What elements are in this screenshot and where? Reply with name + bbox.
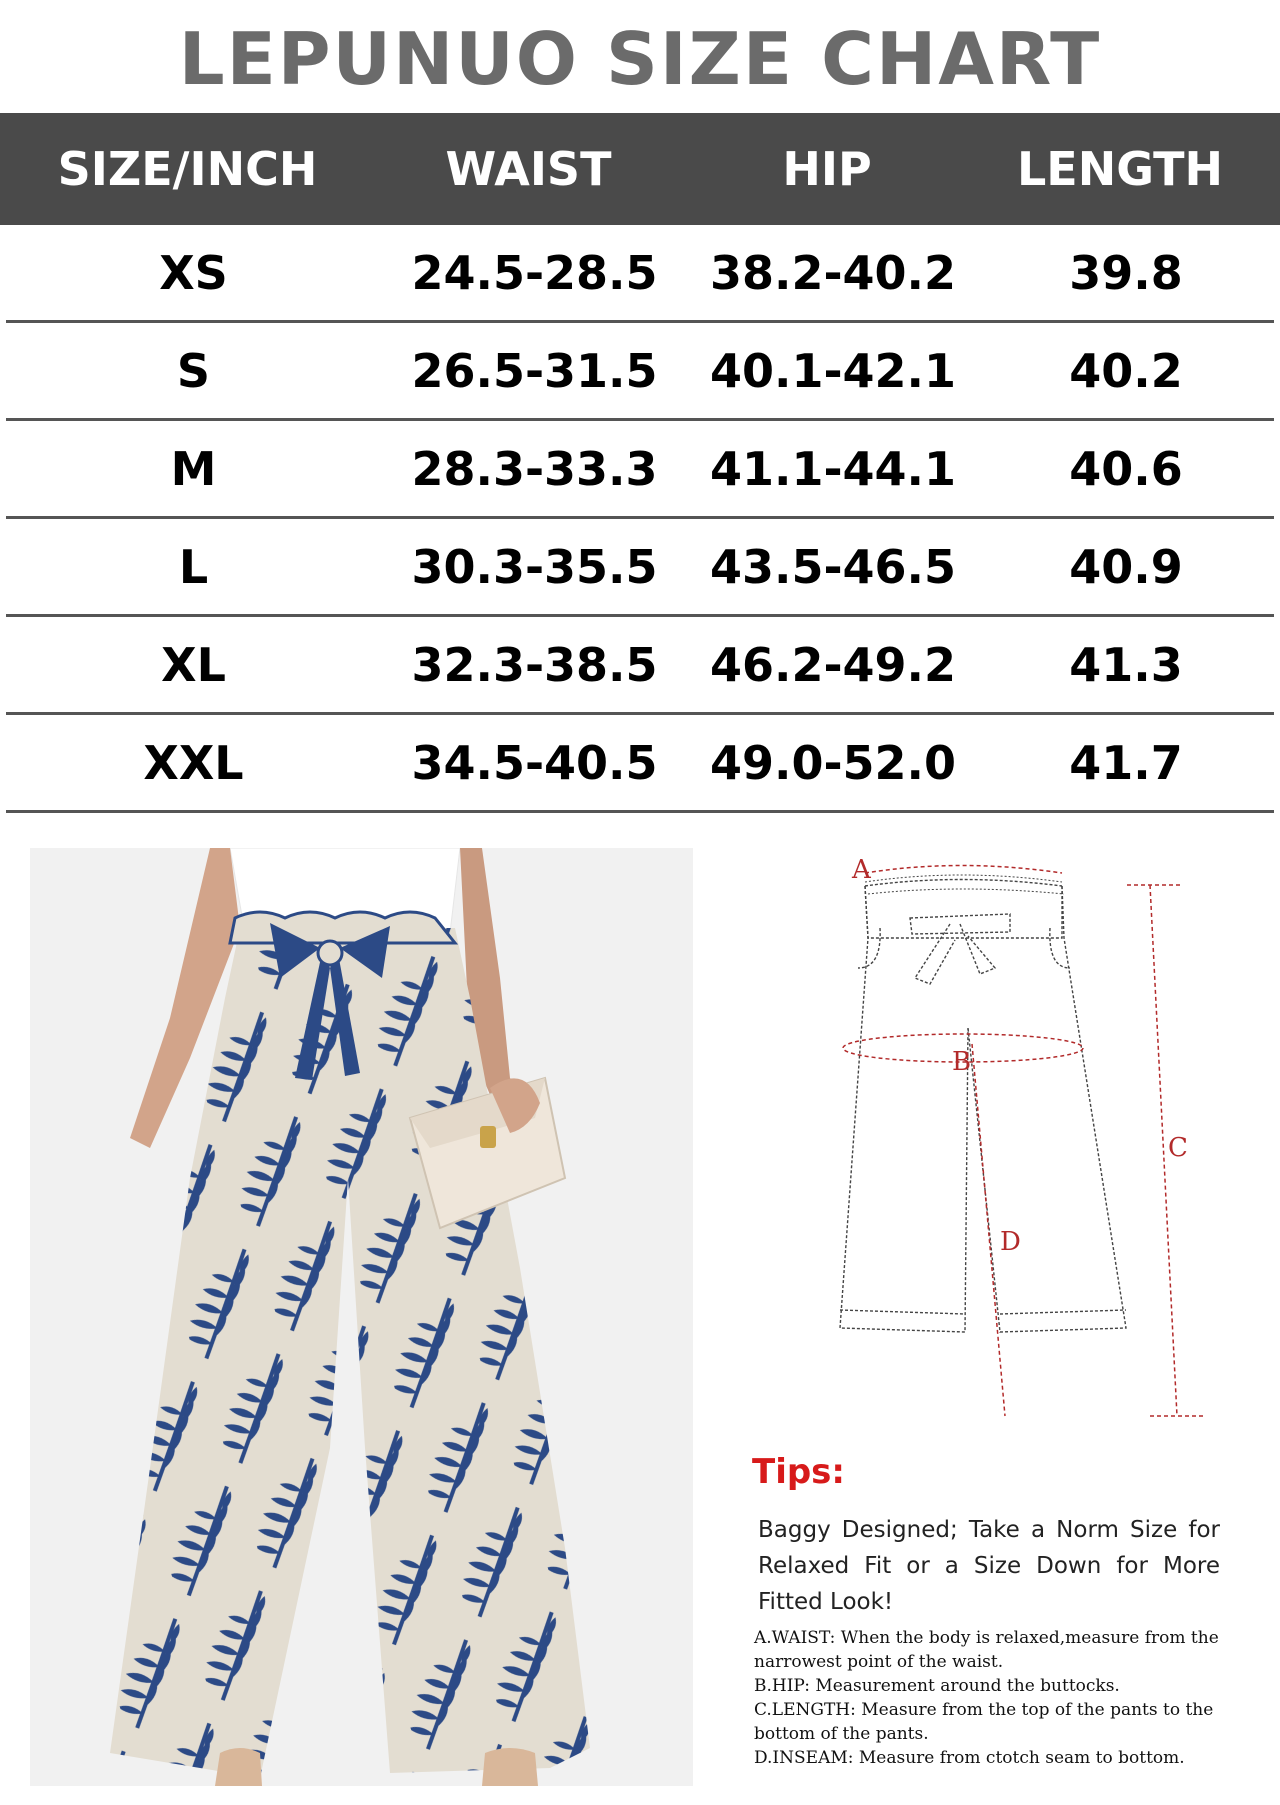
- chart-title: LEPUNUO SIZE CHART: [178, 17, 1102, 101]
- pants-line-drawing: [820, 848, 1210, 1448]
- note-length: C.LENGTH: Measure from the top of the pants to the bottom of the pants.: [754, 1700, 1214, 1744]
- product-photo: [30, 848, 693, 1786]
- waist-cell: 24.5-28.5: [411, 245, 658, 300]
- size-cell: S: [176, 343, 211, 398]
- measurement-diagram: [820, 848, 1210, 1448]
- table-header: [0, 113, 1280, 225]
- length-cell: 40.9: [1069, 539, 1183, 594]
- label-d: D: [1000, 1227, 1021, 1257]
- label-b: B: [952, 1047, 972, 1077]
- header-length: LENGTH: [1016, 142, 1224, 196]
- size-table: [0, 113, 1280, 813]
- hip-cell: 38.2-40.2: [709, 245, 957, 300]
- tips-title: Tips:: [752, 1452, 846, 1492]
- hip-cell: 46.2-49.2: [709, 637, 957, 692]
- size-cell: XXL: [143, 735, 244, 790]
- label-c: C: [1168, 1133, 1188, 1163]
- table-row: [6, 519, 1274, 617]
- table-row: [6, 617, 1274, 715]
- length-cell: 41.7: [1069, 735, 1183, 790]
- length-cell: 40.6: [1069, 441, 1183, 496]
- table-row: [6, 225, 1274, 323]
- measurement-notes: [754, 1626, 1234, 1770]
- tips-body: Baggy Designed; Take a Norm Size for Relaxed Fit or a Size Down for More Fitted Look!: [758, 1517, 1220, 1615]
- header-waist: WAIST: [445, 142, 612, 196]
- table-row: [6, 715, 1274, 813]
- length-measure-line: [1127, 885, 1205, 1416]
- length-cell: 39.8: [1069, 245, 1183, 300]
- table-row: [6, 421, 1274, 519]
- size-cell: M: [170, 441, 217, 496]
- length-cell: 41.3: [1069, 637, 1183, 692]
- note-waist: A.WAIST: When the body is relaxed,measure from the narrowest point of the waist.: [754, 1628, 1219, 1672]
- hip-cell: 41.1-44.1: [709, 441, 957, 496]
- waist-measure-line: [865, 866, 1062, 874]
- waist-cell: 26.5-31.5: [411, 343, 658, 398]
- waist-cell: 32.3-38.5: [411, 637, 658, 692]
- size-cell: L: [178, 539, 209, 594]
- note-hip: B.HIP: Measurement around the buttocks.: [754, 1676, 1120, 1696]
- waist-cell: 34.5-40.5: [411, 735, 658, 790]
- note-inseam: D.INSEAM: Measure from ctotch seam to bottom.: [754, 1748, 1185, 1768]
- hip-cell: 43.5-46.5: [709, 539, 957, 594]
- hip-cell: 49.0-52.0: [709, 735, 957, 790]
- model-wearing-pants-illustration: [30, 848, 693, 1786]
- size-cell: XS: [159, 245, 228, 300]
- length-cell: 40.2: [1069, 343, 1183, 398]
- hip-cell: 40.1-42.1: [709, 343, 957, 398]
- header-size: SIZE/INCH: [57, 142, 318, 196]
- waist-cell: 28.3-33.3: [411, 441, 658, 496]
- label-a: A: [852, 855, 871, 885]
- table-row: [6, 323, 1274, 421]
- size-cell: XL: [161, 637, 226, 692]
- header-hip: HIP: [782, 142, 872, 196]
- waist-cell: 30.3-35.5: [411, 539, 658, 594]
